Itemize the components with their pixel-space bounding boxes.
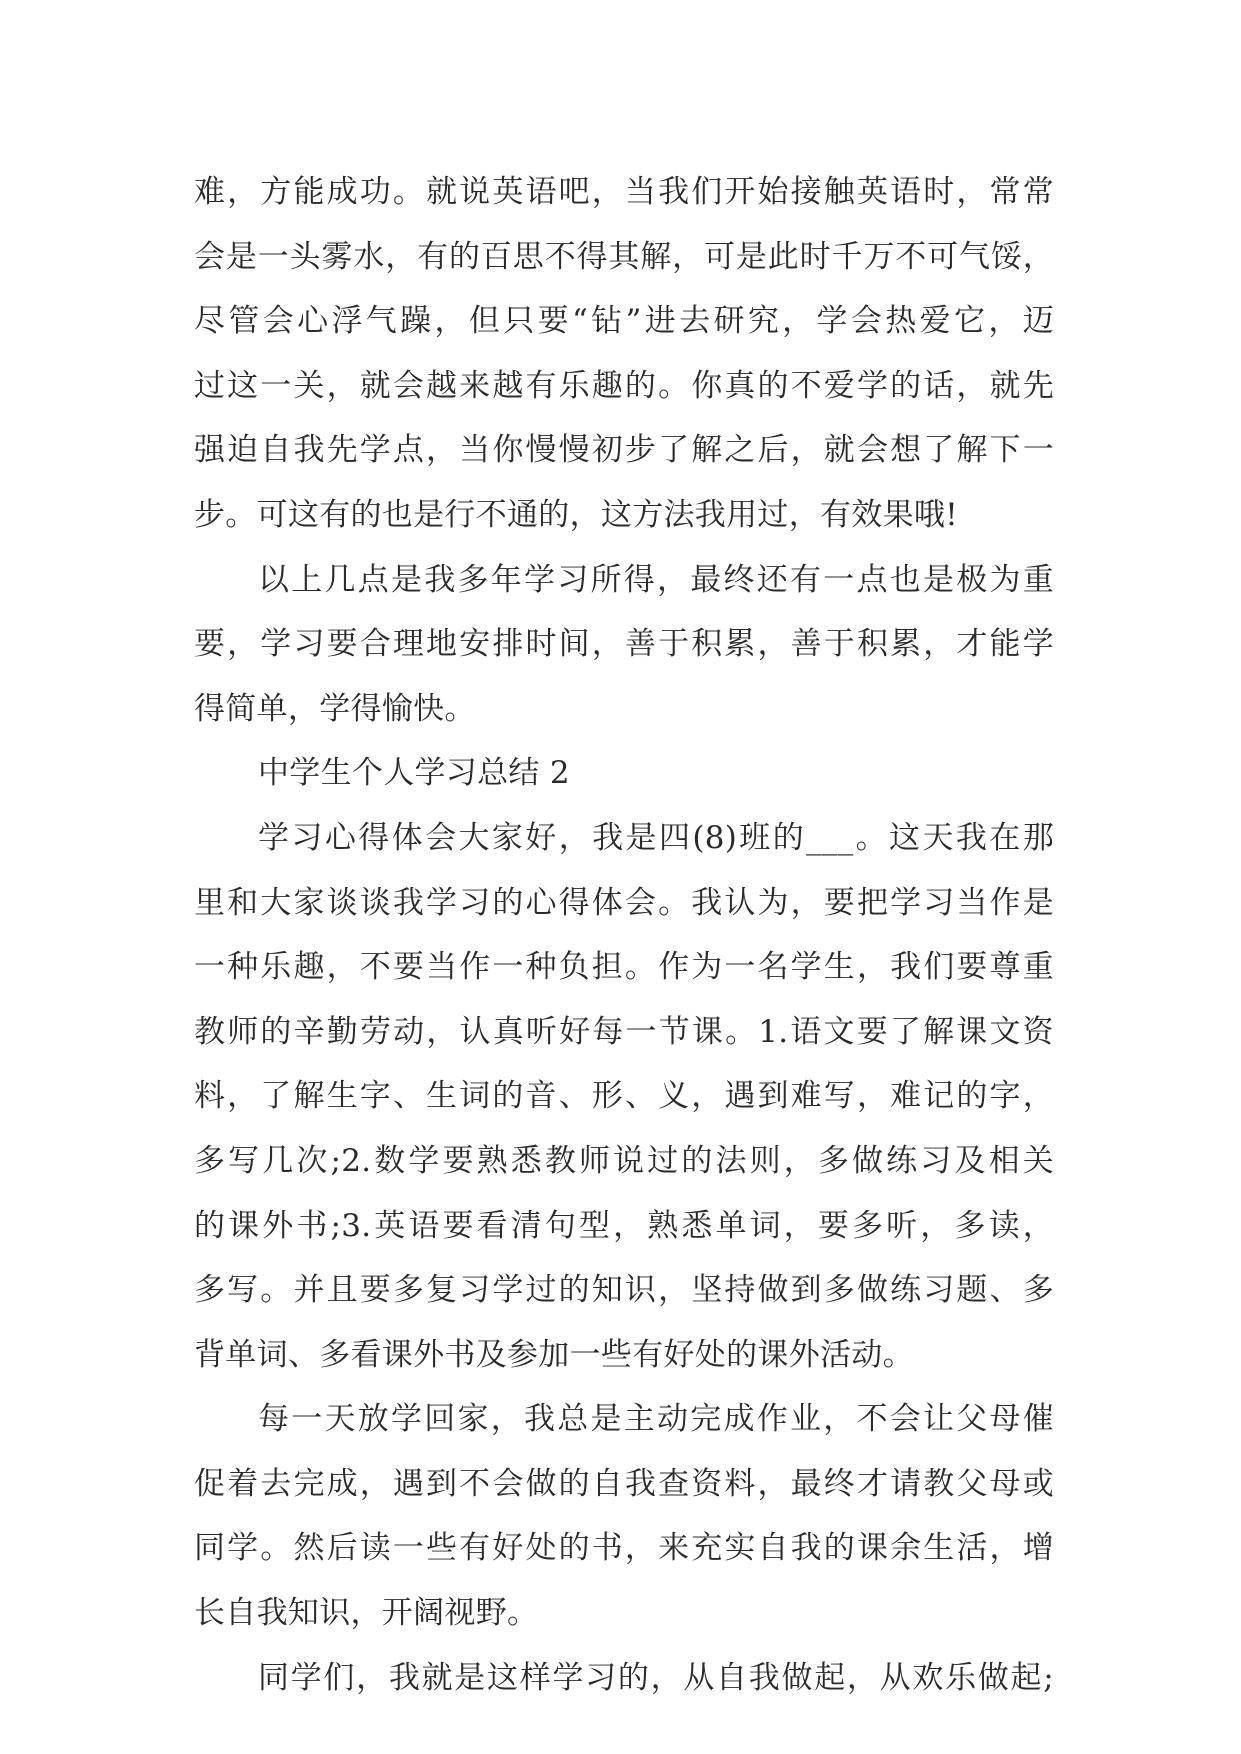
text-line: 每一天放学回家，我总是主动完成作业，不会让父母催 (258, 1401, 1054, 1438)
text-line: 一种乐趣，不要当作一种负担。作为一名学生，我们要尊重 (194, 949, 1054, 986)
text-line: 长自我知识，开阔视野。 (194, 1595, 539, 1632)
text-line: 要，学习要合理地安排时间，善于积累，善于积累，才能学 (194, 626, 1054, 663)
text-line: 以上几点是我多年学习所得，最终还有一点也是极为重 (258, 561, 1054, 598)
text-line: 里和大家谈谈我学习的心得体会。我认为，要把学习当作是 (194, 884, 1054, 921)
text-line: 同学们，我就是这样学习的，从自我做起，从欢乐做起; (258, 1659, 1054, 1696)
text-line: 教师的辛勤劳动，认真听好每一节课。1.语文要了解课文资 (194, 1013, 1054, 1050)
text-line: 得简单，学得愉快。 (194, 690, 476, 727)
text-line: 难，方能成功。就说英语吧，当我们开始接触英语时，常常 (194, 174, 1054, 210)
text-line: 中学生个人学习总结 2 (258, 755, 570, 792)
text-line: 尽管会心浮气躁，但只要“钻”进去研究，学会热爱它，迈 (194, 303, 1054, 340)
text-line: 步。可这有的也是行不通的，这方法我用过，有效果哦! (194, 496, 958, 533)
text-line: 促着去完成，遇到不会做的自我查资料，最终才请教父母或 (194, 1465, 1054, 1502)
text-line: 背单词、多看课外书及参加一些有好处的课外活动。 (194, 1336, 914, 1373)
text-line: 同学。然后读一些有好处的书，来充实自我的课余生活，增 (194, 1530, 1054, 1567)
text-line: 多写。并且要多复习学过的知识，坚持做到多做练习题、多 (194, 1272, 1054, 1309)
text-line: 料，了解生字、生词的音、形、义，遇到难写，难记的字， (194, 1078, 1054, 1115)
text-line: 多写几次;2.数学要熟悉教师说过的法则，多做练习及相关 (194, 1142, 1054, 1179)
text-line: 会是一头雾水，有的百思不得其解，可是此时千万不可气馁， (194, 238, 1054, 275)
text-line: 学习心得体会大家好，我是四(8)班的___。这天我在那 (258, 819, 1054, 856)
document-body (194, 160, 1054, 1710)
text-line: 过这一关，就会越来越有乐趣的。你真的不爱学的话，就先 (194, 367, 1054, 404)
text-line: 强迫自我先学点，当你慢慢初步了解之后，就会想了解下一 (194, 432, 1054, 469)
text-line: 的课外书;3.英语要看清句型，熟悉单词，要多听，多读， (194, 1207, 1054, 1244)
